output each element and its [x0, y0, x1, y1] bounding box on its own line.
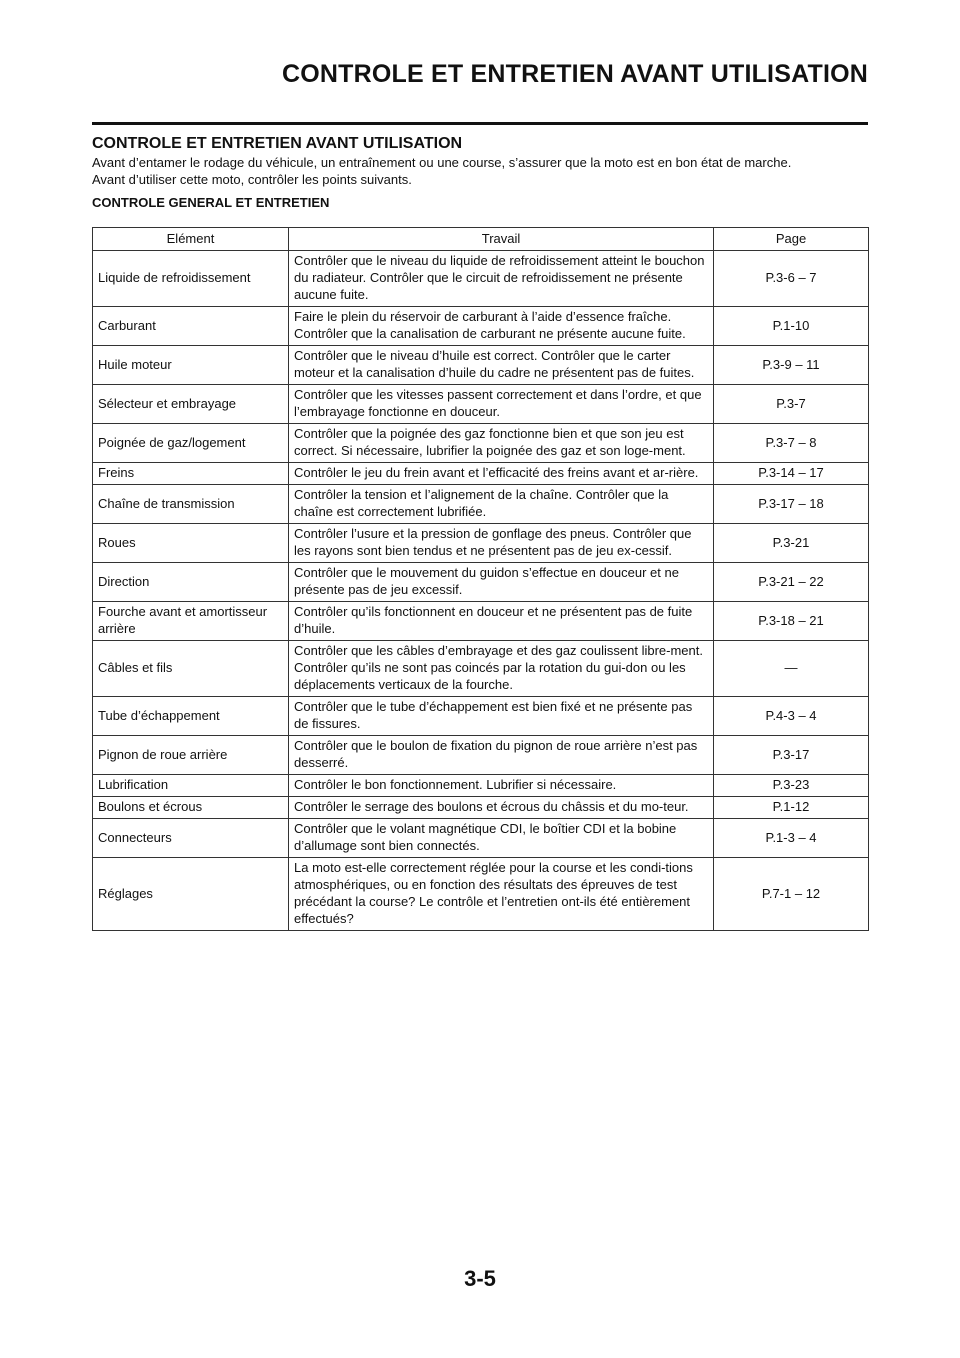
cell-element: Liquide de refroidissement	[93, 251, 289, 307]
cell-page: P.3-21 – 22	[714, 563, 869, 602]
cell-travail: Contrôler qu’ils fonctionnent en douceur et ne présentent pas de fuite d’huile.	[289, 602, 714, 641]
table-row	[93, 385, 869, 424]
table-row	[93, 797, 869, 819]
cell-travail: Contrôler que le niveau du liquide de refroidissement atteint le bouchon du radiateur. Contrôler que le circuit de refroidissement ne présente aucune fuite.	[289, 251, 714, 307]
cell-element: Fourche avant et amortisseur arrière	[93, 602, 289, 641]
cell-page: —	[714, 641, 869, 697]
cell-page: P.3-14 – 17	[714, 463, 869, 485]
cell-travail: Contrôler que le volant magnétique CDI, le boîtier CDI et la bobine d’allumage sont bien connectés.	[289, 819, 714, 858]
cell-page: P.3-7 – 8	[714, 424, 869, 463]
cell-element: Carburant	[93, 307, 289, 346]
cell-element: Câbles et fils	[93, 641, 289, 697]
cell-travail: La moto est-elle correctement réglée pour la course et les condi-tions atmosphériques, ou en fonction des résultats des épreuves de test précédant la course? Le contrôle et l’entretien ont-ils été entièrement effectués?	[289, 858, 714, 931]
table-row	[93, 251, 869, 307]
cell-travail: Contrôler que les câbles d’embrayage et des gaz coulissent libre-ment. Contrôler qu’ils ne sont pas coincés par la rotation du gui-don ou les déplacements verticaux de la fourche.	[289, 641, 714, 697]
table-row	[93, 424, 869, 463]
page-header	[92, 56, 868, 125]
header-page: Page	[714, 228, 869, 251]
intro-line-1: Avant d’entamer le rodage du véhicule, un entraînement ou une course, s’assurer que la moto est en bon état de marche.	[92, 155, 792, 170]
cell-element: Chaîne de transmission	[93, 485, 289, 524]
table-row	[93, 819, 869, 858]
cell-page: P.1-3 – 4	[714, 819, 869, 858]
cell-travail: Contrôler que le mouvement du guidon s’effectue en douceur et ne présente pas de jeu excessif.	[289, 563, 714, 602]
intro-line-2: Avant d’utiliser cette moto, contrôler les points suivants.	[92, 172, 412, 187]
table-row	[93, 775, 869, 797]
table-row	[93, 602, 869, 641]
cell-page: P.3-9 – 11	[714, 346, 869, 385]
cell-element: Boulons et écrous	[93, 797, 289, 819]
page-number: 3-5	[464, 1266, 496, 1291]
cell-element: Lubrification	[93, 775, 289, 797]
table-row	[93, 307, 869, 346]
table-row	[93, 736, 869, 775]
inspection-table	[92, 227, 869, 931]
table-subheading: CONTROLE GENERAL ET ENTRETIEN	[92, 195, 330, 210]
cell-page: P.1-10	[714, 307, 869, 346]
table-row	[93, 346, 869, 385]
table-row	[93, 485, 869, 524]
cell-page: P.3-17 – 18	[714, 485, 869, 524]
cell-element: Connecteurs	[93, 819, 289, 858]
table-row	[93, 697, 869, 736]
table-row	[93, 641, 869, 697]
cell-element: Roues	[93, 524, 289, 563]
cell-element: Direction	[93, 563, 289, 602]
page-header-title: CONTROLE ET ENTRETIEN AVANT UTILISATION	[281, 60, 868, 88]
cell-travail: Contrôler le serrage des boulons et écrous du châssis et du mo-teur.	[289, 797, 714, 819]
cell-travail: Contrôler que les vitesses passent correctement et dans l’ordre, et que l’embrayage fonctionne en douceur.	[289, 385, 714, 424]
header-element: Elément	[93, 228, 289, 251]
intro-text	[92, 154, 868, 188]
cell-travail: Contrôler l’usure et la pression de gonflage des pneus. Contrôler que les rayons sont bien tendus et ne présentent pas de jeu ex-cessif.	[289, 524, 714, 563]
cell-page: P.4-3 – 4	[714, 697, 869, 736]
cell-travail: Contrôler que le niveau d’huile est correct. Contrôler que le carter moteur et la canalisation d’huile du cadre ne présentent pas de fuites.	[289, 346, 714, 385]
cell-travail: Contrôler le bon fonctionnement. Lubrifier si nécessaire.	[289, 775, 714, 797]
cell-element: Freins	[93, 463, 289, 485]
cell-page: P.1-12	[714, 797, 869, 819]
cell-page: P.3-7	[714, 385, 869, 424]
cell-page: P.3-17	[714, 736, 869, 775]
table-row	[93, 563, 869, 602]
cell-travail: Contrôler la tension et l’alignement de la chaîne. Contrôler que la chaîne est correctement lubrifiée.	[289, 485, 714, 524]
table-row	[93, 463, 869, 485]
table-body	[93, 251, 869, 931]
cell-travail: Contrôler que la poignée des gaz fonctionne bien et que son jeu est correct. Si nécessaire, lubrifier la poignée des gaz et son loge-ment.	[289, 424, 714, 463]
cell-element: Réglages	[93, 858, 289, 931]
header-travail: Travail	[289, 228, 714, 251]
cell-element: Poignée de gaz/logement	[93, 424, 289, 463]
cell-element: Huile moteur	[93, 346, 289, 385]
table-row	[93, 858, 869, 931]
table-header-row	[93, 228, 869, 251]
section-title: CONTROLE ET ENTRETIEN AVANT UTILISATION	[92, 135, 463, 152]
cell-element: Sélecteur et embrayage	[93, 385, 289, 424]
cell-travail: Contrôler le jeu du frein avant et l’efficacité des freins avant et ar-rière.	[289, 463, 714, 485]
cell-element: Pignon de roue arrière	[93, 736, 289, 775]
cell-page: P.3-6 – 7	[714, 251, 869, 307]
cell-page: P.7-1 – 12	[714, 858, 869, 931]
cell-page: P.3-18 – 21	[714, 602, 869, 641]
cell-element: Tube d’échappement	[93, 697, 289, 736]
cell-travail: Faire le plein du réservoir de carburant à l’aide d’essence fraîche. Contrôler que la canalisation de carburant ne présente aucune fuite.	[289, 307, 714, 346]
cell-travail: Contrôler que le boulon de fixation du pignon de roue arrière n’est pas desserré.	[289, 736, 714, 775]
cell-page: P.3-23	[714, 775, 869, 797]
cell-page: P.3-21	[714, 524, 869, 563]
main-content	[92, 134, 868, 931]
cell-travail: Contrôler que le tube d’échappement est bien fixé et ne présente pas de fissures.	[289, 697, 714, 736]
table-row	[93, 524, 869, 563]
